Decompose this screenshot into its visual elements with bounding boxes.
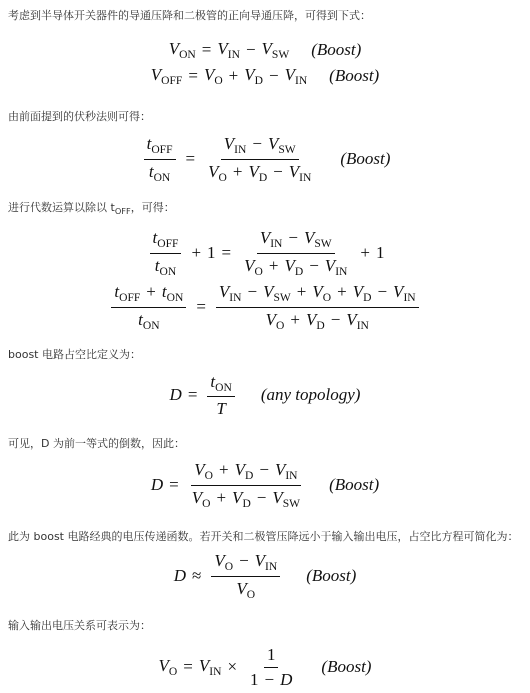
boost-note: (Boost) (311, 40, 362, 59)
equation-duty-approx: D ≈ $\frac{V_O - V_{IN}}{V_O}$ (Boost) (173, 551, 357, 601)
boost-note: (Boost) (340, 149, 391, 168)
paragraph-volt-second: 由前面提到的伏秒法则可得： (8, 110, 151, 123)
equation-time-ratio: $\frac{t_{OFF}}{t_{ON}}$ = $\frac{V_{IN} - V_{SW}}{V_O + V_D - V_{IN}}$ (Boost) (0, 134, 530, 184)
boost-note: (Boost) (306, 566, 357, 585)
paragraph-reciprocal: 可见，D 为前一等式的倒数，因此： (8, 437, 185, 450)
boost-note: (Boost) (329, 66, 380, 85)
equation-output-voltage: $V_O$ = $V_{IN}$ × $\frac{1}{1 - D}$ (Boost) (158, 644, 372, 689)
equation-time-ratio-plus-one: $\frac{t_{OFF}}{t_{ON}}$ + 1 = $\frac{V_{IN} - V_{SW}}{V_O + V_D - V_{IN}}$ + 1 (0, 228, 530, 278)
paragraph-intro: 考虑到半导体开关器件的导通压降和二极管的正向导通压降，可得到下式： (8, 9, 371, 22)
paragraph-simplified: 此为 boost 电路经典的电压传递函数。若开关和二极管压降远小于输入输出电压，占空比方程可简化为： (8, 530, 519, 543)
paragraph-algebra: 进行代数运算以除以 $t_{OFF}$，可得： (8, 201, 175, 216)
equation-v-off: $V_{OFF}$ = $V_O$ + $V_D$ − $V_{IN}$ (Boost) (150, 64, 380, 88)
equation-combined: $\frac{t_{OFF} + t_{ON}}{t_{ON}}$ = $\frac{V_{IN} - V_{SW} + V_O + V_D - V_{IN}}{V_O + V_D - V_{IN}}$ (0, 282, 530, 332)
equation-duty-boost: D = $\frac{V_O + V_D - V_{IN}}{V_O + V_D - V_{SW}}$ (Boost) (150, 460, 380, 510)
paragraph-duty-definition: boost 电路占空比定义为： (8, 348, 141, 361)
equation-v-on: $V_{ON}$ = $V_{IN}$ − $V_{SW}$ (Boost) (168, 38, 362, 62)
boost-note: (Boost) (329, 475, 380, 494)
paragraph-io-relation: 输入输出电压关系可表示为： (8, 619, 151, 632)
any-topology-note: (any topology) (260, 385, 361, 404)
boost-note: (Boost) (321, 657, 372, 676)
equation-duty-cycle: D = $\frac{t_{ON}}{T}$ (any topology) (169, 371, 361, 418)
